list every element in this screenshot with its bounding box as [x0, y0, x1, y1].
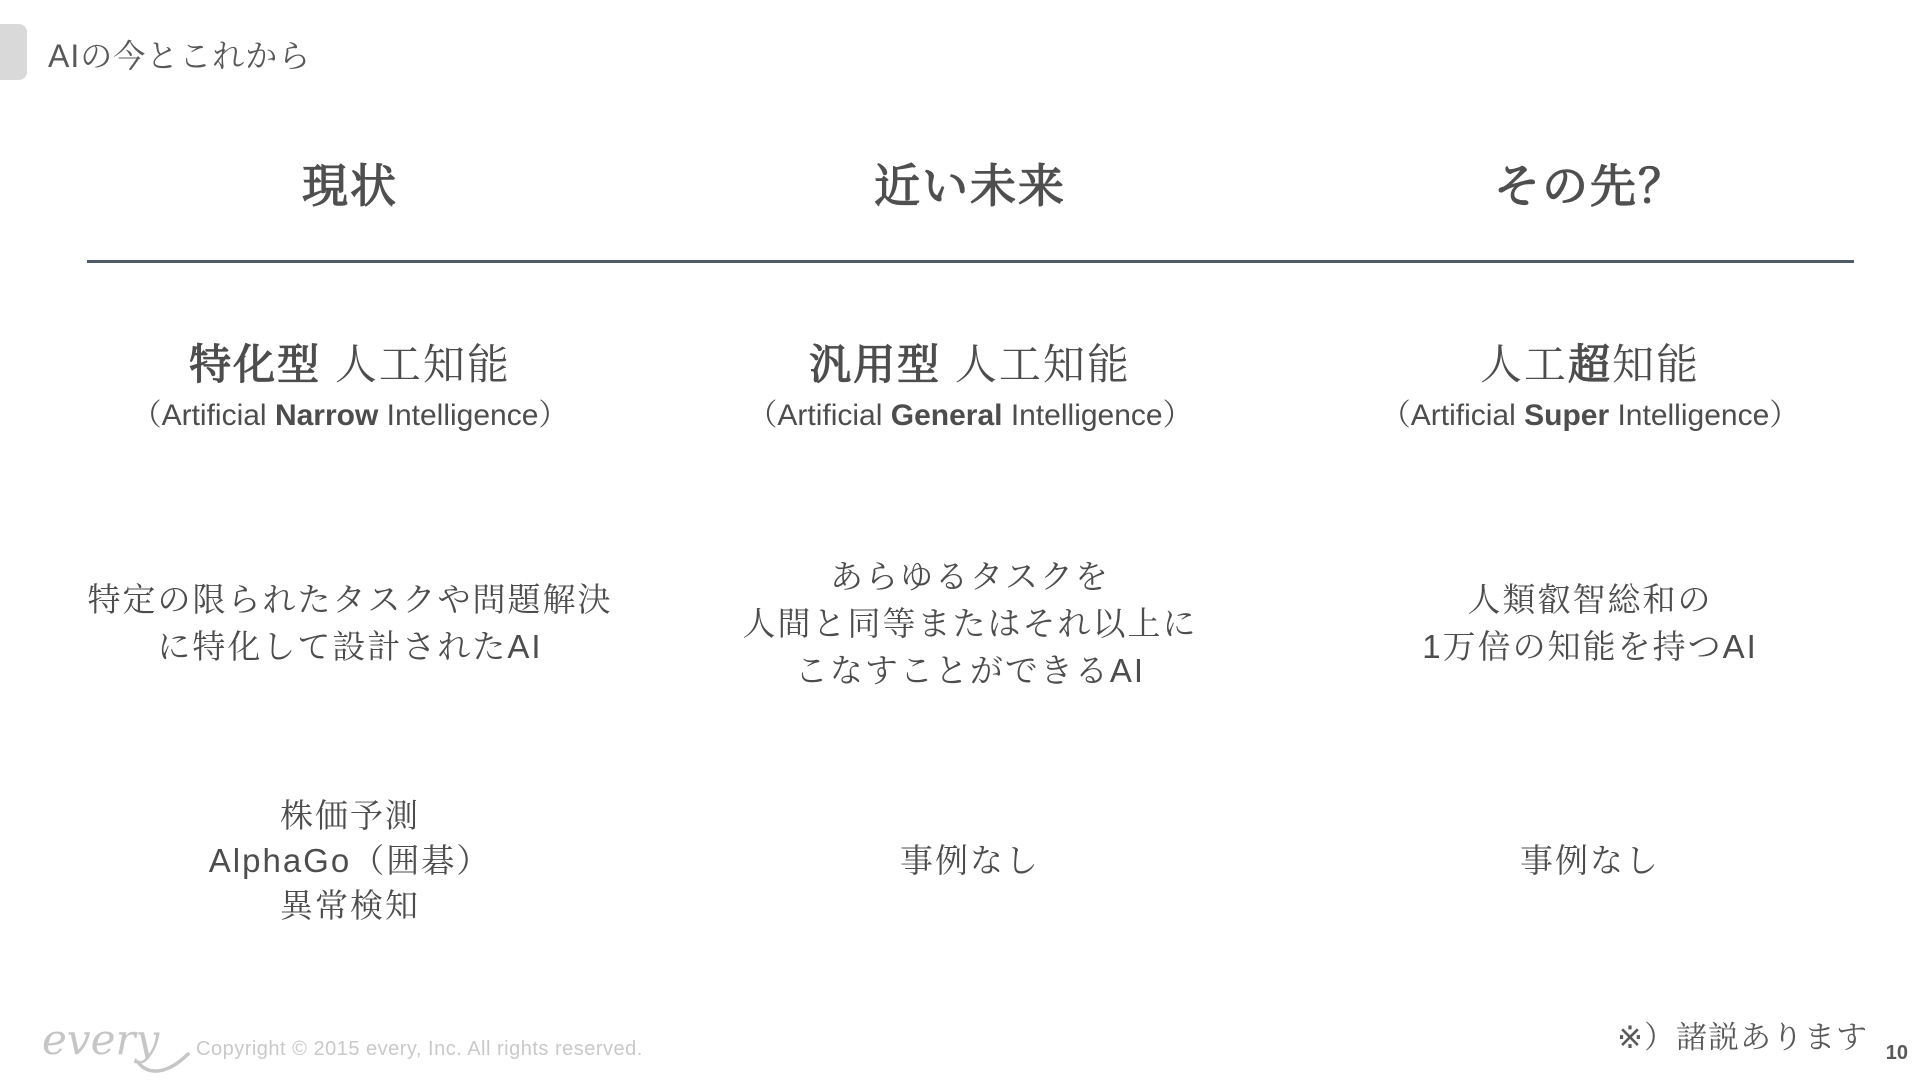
description-cell-super — [1295, 538, 1885, 708]
ai-name-row — [55, 336, 1885, 438]
every-logo — [40, 1014, 200, 1081]
examples-row — [55, 775, 1885, 945]
header-divider-line — [87, 260, 1854, 263]
ai-name-cell-general — [675, 336, 1265, 438]
slide-title: AIの今とこれから — [48, 38, 312, 74]
examples-text: 事例なし — [1520, 841, 1660, 879]
ai-name-jp: 特化型 人工知能 — [189, 341, 511, 388]
page-number: 10 — [1885, 1042, 1908, 1064]
ai-name-en: （Artificial General Intelligence） — [747, 399, 1193, 432]
every-logo-text: every — [42, 1015, 160, 1064]
examples-text: 事例なし — [900, 841, 1040, 879]
description-row — [55, 538, 1885, 708]
examples-cell-narrow — [55, 775, 645, 945]
ai-name-cell-narrow — [55, 336, 645, 438]
column-header-present: 現状 — [302, 160, 398, 212]
column-header-near-future: 近い未来 — [874, 160, 1066, 212]
examples-text: 株価予測 AlphaGo（囲碁） 異常検知 — [208, 796, 492, 924]
description-cell-narrow — [55, 538, 645, 708]
ai-name-jp: 汎用型 人工知能 — [809, 341, 1131, 388]
ai-name-jp: 人工超知能 — [1479, 341, 1701, 388]
footnote-text: ※）諸説あります — [1617, 1020, 1868, 1055]
description-cell-general — [675, 538, 1265, 708]
copyright-text: Copyright © 2015 every, Inc. All rights reserved. — [196, 1038, 643, 1060]
column-header-beyond: その先？ — [1494, 160, 1686, 212]
ai-name-en: （Artificial Narrow Intelligence） — [131, 399, 569, 432]
description-text: 特定の限られたタスクや問題解決 に特化して設計されたAI — [87, 581, 613, 665]
ai-name-cell-super — [1295, 336, 1885, 438]
description-text: 人類叡智総和の 1万倍の知能を持つAI — [1422, 581, 1758, 665]
table-header-row — [55, 150, 1885, 222]
title-tab-marker — [0, 24, 27, 80]
examples-cell-general — [675, 775, 1265, 945]
examples-cell-super — [1295, 775, 1885, 945]
description-text: あらゆるタスクを 人間と同等またはそれ以上に こなすことができるAI — [742, 557, 1198, 689]
ai-name-en: （Artificial Super Intelligence） — [1380, 399, 1800, 432]
